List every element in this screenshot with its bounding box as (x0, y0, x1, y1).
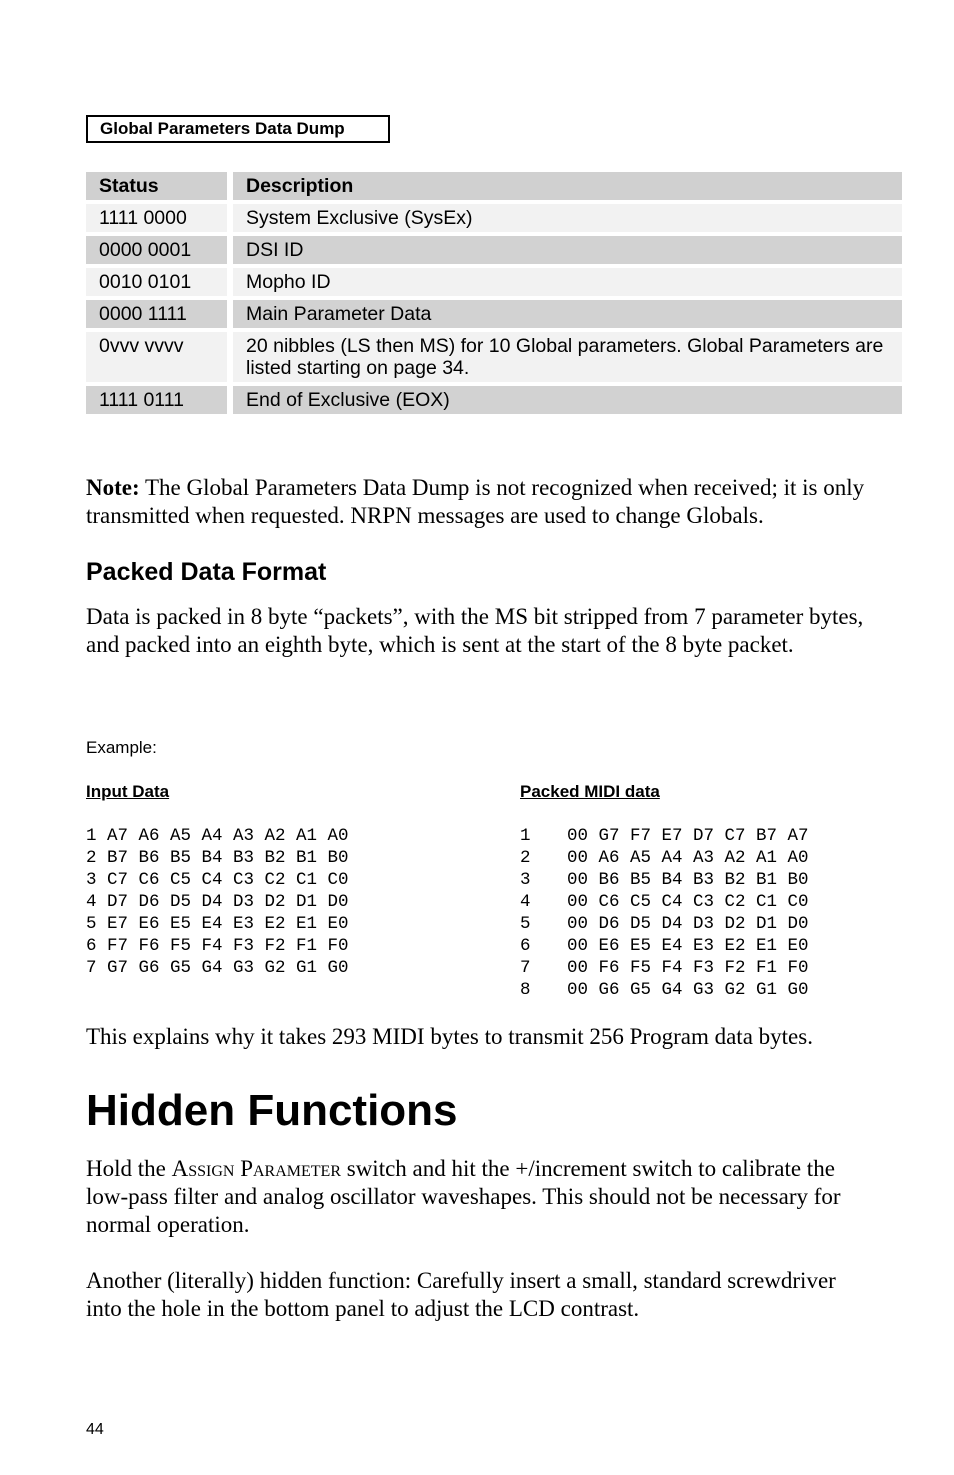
packed-line (520, 869, 809, 891)
line-number: 2 (86, 848, 97, 868)
hidden-p1-before: Hold the (86, 1156, 172, 1181)
table-row (86, 268, 902, 296)
line-bytes: E7 E6 E5 E4 E3 E2 E1 E0 (107, 914, 349, 934)
header-status: Status (86, 172, 227, 200)
status-cell: 0vvv vvvv (86, 332, 227, 382)
line-bytes: 00 A6 A5 A4 A3 A2 A1 A0 (567, 848, 809, 868)
input-line (86, 847, 349, 869)
hidden-functions-heading: Hidden Functions (86, 1086, 458, 1135)
line-number: 4 (86, 892, 97, 912)
table-row (86, 236, 902, 264)
description-cell: Main Parameter Data (233, 300, 902, 328)
line-number: 6 (520, 936, 531, 956)
description-cell: DSI ID (233, 236, 902, 264)
line-bytes: 00 E6 E5 E4 E3 E2 E1 E0 (567, 936, 809, 956)
section-title-box: Global Parameters Data Dump (86, 115, 390, 143)
line-bytes: 00 D6 D5 D4 D3 D2 D1 D0 (567, 914, 809, 934)
line-number: 7 (86, 958, 97, 978)
status-cell: 0000 0001 (86, 236, 227, 264)
line-number: 5 (520, 914, 531, 934)
sysex-table (86, 172, 902, 418)
line-bytes: 00 C6 C5 C4 C3 C2 C1 C0 (567, 892, 809, 912)
line-bytes: A7 A6 A5 A4 A3 A2 A1 A0 (107, 826, 349, 846)
line-number: 8 (520, 980, 531, 1000)
explain-paragraph: This explains why it takes 293 MIDI bytes to transmit 256 Program data bytes. (86, 1024, 813, 1049)
line-number: 2 (520, 848, 531, 868)
table-row (86, 332, 902, 382)
description-cell: System Exclusive (SysEx) (233, 204, 902, 232)
assign-parameter-term: Assign Parameter (171, 1156, 341, 1181)
table-row (86, 204, 902, 232)
description-cell: 20 nibbles (LS then MS) for 10 Global parameters. Global Parameters are listed starting on page 34. (233, 332, 902, 382)
line-number: 7 (520, 958, 531, 978)
status-cell: 1111 0000 (86, 204, 227, 232)
description-cell: Mopho ID (233, 268, 902, 296)
line-number: 3 (520, 870, 531, 890)
packed-line (520, 825, 809, 847)
description-cell: End of Exclusive (EOX) (233, 386, 902, 414)
line-number: 1 (520, 826, 531, 846)
line-bytes: 00 F6 F5 F4 F3 F2 F1 F0 (567, 958, 809, 978)
table-row (86, 386, 902, 414)
packed-midi-block (520, 825, 809, 1001)
table-header-row (86, 172, 902, 200)
packed-line (520, 957, 809, 979)
line-number: 4 (520, 892, 531, 912)
input-line (86, 913, 349, 935)
line-bytes: C7 C6 C5 C4 C3 C2 C1 C0 (107, 870, 349, 890)
table-row (86, 300, 902, 328)
note-paragraph (86, 474, 886, 530)
line-bytes: 00 G6 G5 G4 G3 G2 G1 G0 (567, 980, 809, 1000)
line-bytes: 00 G7 F7 E7 D7 C7 B7 A7 (567, 826, 809, 846)
packed-line (520, 847, 809, 869)
line-number: 3 (86, 870, 97, 890)
input-line (86, 891, 349, 913)
hidden-p1-after: switch and hit the +/increment switch to calibrate the low-pass filter and analog oscillator waveshapes. This should not be necessary for normal operation. (86, 1156, 841, 1237)
line-number: 5 (86, 914, 97, 934)
packed-line (520, 913, 809, 935)
input-line (86, 957, 349, 979)
packed-line (520, 935, 809, 957)
line-number: 6 (86, 936, 97, 956)
line-bytes: G7 G6 G5 G4 G3 G2 G1 G0 (107, 958, 349, 978)
header-description: Description (233, 172, 902, 200)
input-line (86, 825, 349, 847)
line-bytes: 00 B6 B5 B4 B3 B2 B1 B0 (567, 870, 809, 890)
packed-line (520, 979, 809, 1001)
input-data-block (86, 825, 349, 979)
packed-format-paragraph: Data is packed in 8 byte “packets”, with the MS bit stripped from 7 parameter bytes, and packed into an eighth byte, which is sent at the start of the 8 byte packet. (86, 604, 864, 657)
line-number: 1 (86, 826, 97, 846)
input-data-heading: Input Data (86, 782, 170, 801)
hidden-functions-paragraph-2: Another (literally) hidden function: Carefully insert a small, standard screwdriver into the hole in the bottom panel to adjust the LCD contrast. (86, 1268, 836, 1321)
status-cell: 0000 1111 (86, 300, 227, 328)
input-line (86, 869, 349, 891)
note-text: The Global Parameters Data Dump is not recognized when received; it is only transmitted when requested. NRPN messages are used to change Globals. (86, 475, 865, 528)
line-bytes: F7 F6 F5 F4 F3 F2 F1 F0 (107, 936, 349, 956)
line-bytes: B7 B6 B5 B4 B3 B2 B1 B0 (107, 848, 349, 868)
example-label: Example: (86, 738, 157, 757)
page-number: 44 (86, 1421, 104, 1438)
status-cell: 1111 0111 (86, 386, 227, 414)
input-line (86, 935, 349, 957)
line-bytes: D7 D6 D5 D4 D3 D2 D1 D0 (107, 892, 349, 912)
packed-line (520, 891, 809, 913)
packed-midi-heading: Packed MIDI data (520, 782, 660, 801)
note-label: Note: (86, 475, 140, 500)
hidden-functions-paragraph-1 (86, 1155, 876, 1239)
packed-format-heading: Packed Data Format (86, 558, 327, 586)
status-cell: 0010 0101 (86, 268, 227, 296)
